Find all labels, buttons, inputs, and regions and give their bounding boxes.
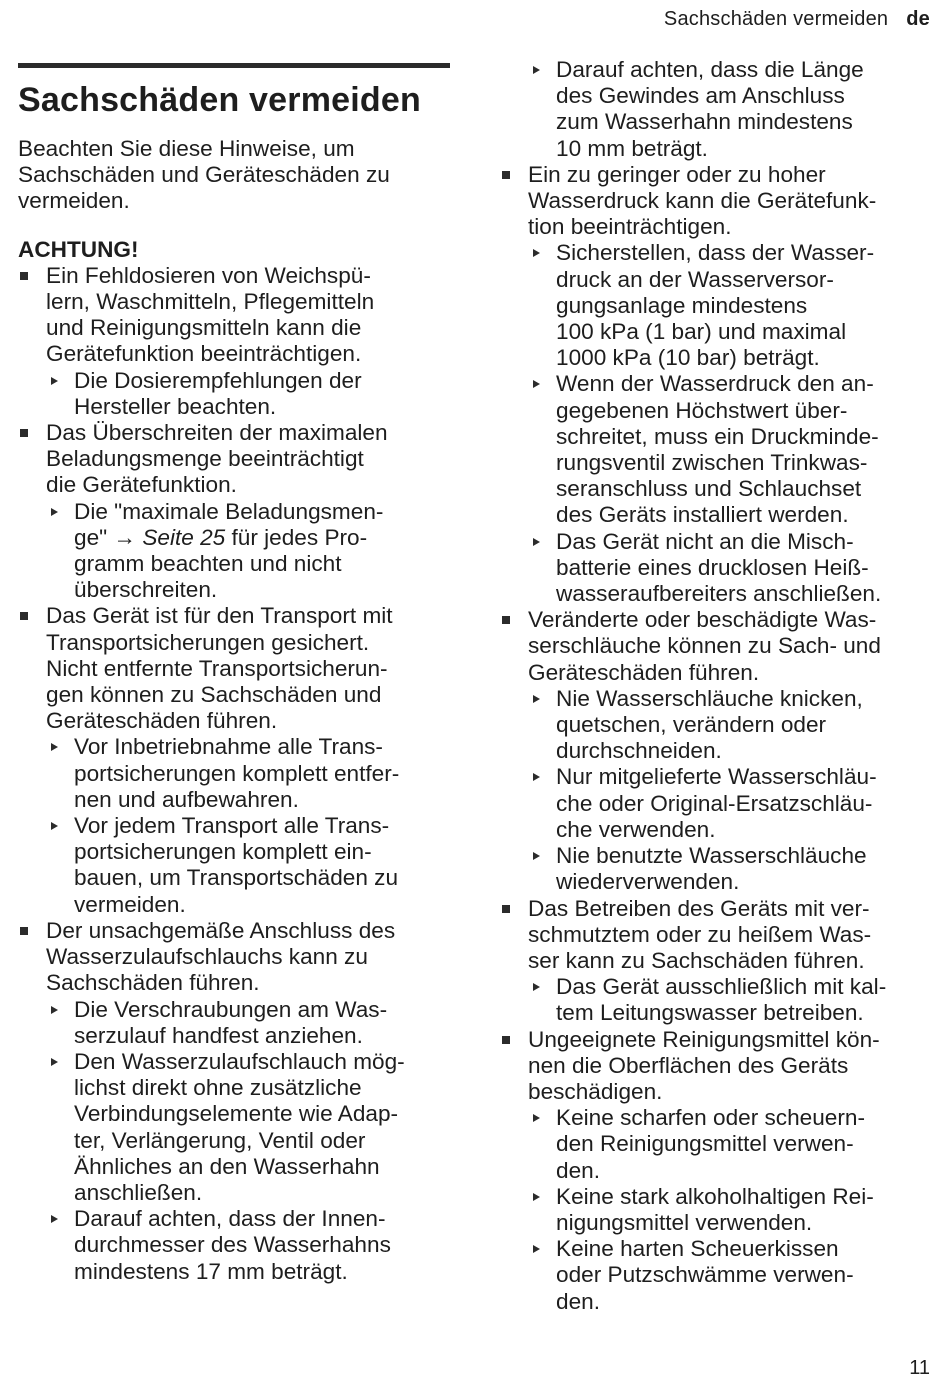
list-item — [18, 918, 450, 1285]
sub-item — [46, 997, 450, 1049]
title-rule — [18, 63, 450, 68]
page-reference-link[interactable]: Seite 25 — [142, 524, 226, 550]
sub-item — [528, 371, 932, 528]
sub-item — [528, 57, 932, 162]
list-item-text: Der unsachgemäße Anschluss des Wasserzulaufschlauchs kann zu Sachschäden führen. — [46, 917, 396, 996]
triangle-bullet-icon — [533, 538, 540, 546]
load-ref-before: Die "maximale Beladungsmen- ge" → — [74, 498, 384, 550]
square-bullet-icon — [502, 616, 510, 624]
sub-item-text: Keine stark alkoholhaltigen Rei- nigungsmittel verwenden. — [556, 1183, 874, 1235]
sub-item — [528, 843, 932, 895]
warning-label: ACHTUNG! — [18, 236, 139, 262]
list-item — [18, 263, 450, 420]
list-item — [500, 607, 932, 895]
list-item-text: Das Überschreiten der maximalen Beladungsmenge beeinträchtigt die Gerätefunktion. — [46, 420, 388, 498]
triangle-bullet-icon — [533, 66, 540, 74]
sub-item-text: Darauf achten, dass der Innen- durchmesser des Wasserhahns mindestens 17 mm beträgt. — [74, 1206, 391, 1284]
triangle-bullet-icon — [51, 1215, 58, 1223]
list-item-text: Ein Fehldosieren von Weichspü- lern, Waschmitteln, Pflegemitteln und Reinigungsmitteln kann die Gerätefunktion beeinträchtigen. — [46, 262, 375, 367]
triangle-bullet-icon — [51, 377, 58, 385]
list-item — [18, 603, 450, 917]
sub-item — [528, 1236, 932, 1315]
sub-item-text: Die Verschraubungen am Was- serzulauf handfest anziehen. — [74, 996, 388, 1048]
sub-item-text: Keine scharfen oder scheuern- den Reinigungsmittel verwen- den. — [556, 1105, 865, 1183]
list-item-text: Ein zu geringer oder zu hoher Wasserdruck kann die Gerätefunk- tion beeinträchtigen. — [528, 161, 877, 240]
list-item-text: Ungeeignete Reinigungsmittel kön- nen die Oberflächen des Geräts beschädigen. — [528, 1026, 880, 1104]
square-bullet-icon — [20, 612, 28, 620]
sub-item-text: Das Gerät ausschließlich mit kal- tem Leitungswasser betreiben. — [556, 974, 887, 1026]
sub-item-text: Das Gerät nicht an die Misch- batterie eines drucklosen Heiß- wasseraufbereiters anschließen. — [556, 528, 882, 607]
triangle-bullet-icon — [533, 1193, 540, 1201]
running-header — [664, 8, 930, 31]
left-column — [18, 57, 450, 1285]
sub-item-text: Keine harten Scheuerkissen oder Putzschwämme verwen- den. — [556, 1236, 854, 1314]
sub-item-text: Nie Wasserschläuche knicken, quetschen, verändern oder durchschneiden. — [556, 685, 863, 764]
intro-text: Beachten Sie diese Hinweise, um Sachschäden und Geräteschäden zu vermeiden. — [18, 136, 390, 214]
triangle-bullet-icon — [51, 508, 58, 516]
sub-item — [528, 686, 932, 765]
square-bullet-icon — [502, 1036, 510, 1044]
sub-item — [46, 499, 450, 604]
language-code: de — [906, 8, 930, 30]
square-bullet-icon — [20, 927, 28, 935]
sub-item — [528, 1184, 932, 1236]
sub-item — [528, 529, 932, 608]
square-bullet-icon — [20, 272, 28, 280]
sub-item-text: Den Wasserzulaufschlauch mög- lichst direkt ohne zusätzliche Verbindungselemente wie Adap- ter, Verlängerung, Ventil oder Ähnliches an den Wasserhahn anschließen. — [74, 1048, 405, 1205]
square-bullet-icon — [20, 429, 28, 437]
sub-item-text: Sicherstellen, dass der Wasser- druck an der Wasserversor- gungsanlage mindestens 100 kPa (1 bar) und maximal 1000 kPa (10 bar) beträgt. — [556, 240, 875, 371]
sub-item-text: Vor jedem Transport alle Trans- portsicherungen komplett ein- bauen, um Transportschäden zu vermeiden. — [74, 813, 399, 917]
triangle-bullet-icon — [533, 1114, 540, 1122]
triangle-bullet-icon — [533, 249, 540, 257]
sub-item-text: Nur mitgelieferte Wasserschläu- che oder Original-Ersatzschläu- che verwenden. — [556, 764, 877, 842]
sub-item-text: Darauf achten, dass die Länge des Gewindes am Anschluss zum Wasserhahn mindestens 10 mm beträgt. — [556, 57, 864, 161]
triangle-bullet-icon — [51, 743, 58, 751]
triangle-bullet-icon — [51, 1058, 58, 1066]
square-bullet-icon — [502, 171, 510, 179]
right-column — [500, 57, 932, 1315]
triangle-bullet-icon — [51, 822, 58, 830]
list-item-text: Das Gerät ist für den Transport mit Transportsicherungen gesichert. Nicht entfernte Transportsicherun- gen können zu Sachschäden und Geräteschäden führen. — [46, 603, 393, 734]
sub-item — [46, 1049, 450, 1206]
sub-item — [46, 813, 450, 918]
sub-item — [528, 974, 932, 1026]
list-item-continuation — [500, 57, 932, 162]
sub-item-text: Nie benutzte Wasserschläuche wiederverwenden. — [556, 843, 867, 895]
sub-item — [46, 368, 450, 420]
triangle-bullet-icon — [533, 1245, 540, 1253]
triangle-bullet-icon — [533, 695, 540, 703]
page-title: Sachschäden vermeiden — [18, 81, 421, 119]
sub-item-text: Wenn der Wasserdruck den an- gegebenen Höchstwert über- schreitet, muss ein Druckminde- rungsventil zwischen Trinkwas- seranschluss und Schlauchset des Geräts installiert werden. — [556, 371, 879, 528]
list-item-text: Das Betreiben des Geräts mit ver- schmutztem oder zu heißem Was- ser kann zu Sachschäden führen. — [528, 895, 872, 973]
sub-item — [46, 734, 450, 813]
sub-item — [46, 1206, 450, 1285]
sub-item-text: Vor Inbetriebnahme alle Trans- portsicherungen komplett entfer- nen und aufbewahren. — [74, 734, 400, 812]
load-ref-after: für jedes Pro- gramm beachten und nicht überschreiten. — [74, 524, 368, 603]
triangle-bullet-icon — [533, 852, 540, 860]
triangle-bullet-icon — [51, 1006, 58, 1014]
sub-item — [528, 764, 932, 843]
list-item — [500, 1027, 932, 1315]
triangle-bullet-icon — [533, 773, 540, 781]
sub-item — [528, 240, 932, 371]
list-item — [500, 162, 932, 607]
list-item — [500, 896, 932, 1027]
page-number: 11 — [909, 1357, 930, 1379]
list-item-text: Veränderte oder beschädigte Was- serschläuche können zu Sach- und Geräteschäden führen. — [528, 607, 881, 685]
running-header-title: Sachschäden vermeiden — [663, 8, 889, 30]
square-bullet-icon — [502, 905, 510, 913]
triangle-bullet-icon — [533, 380, 540, 388]
list-item — [18, 420, 450, 603]
triangle-bullet-icon — [533, 983, 540, 991]
sub-item-text — [74, 499, 450, 604]
sub-item-text: Die Dosierempfehlungen der Hersteller beachten. — [74, 367, 362, 419]
sub-item — [528, 1105, 932, 1184]
